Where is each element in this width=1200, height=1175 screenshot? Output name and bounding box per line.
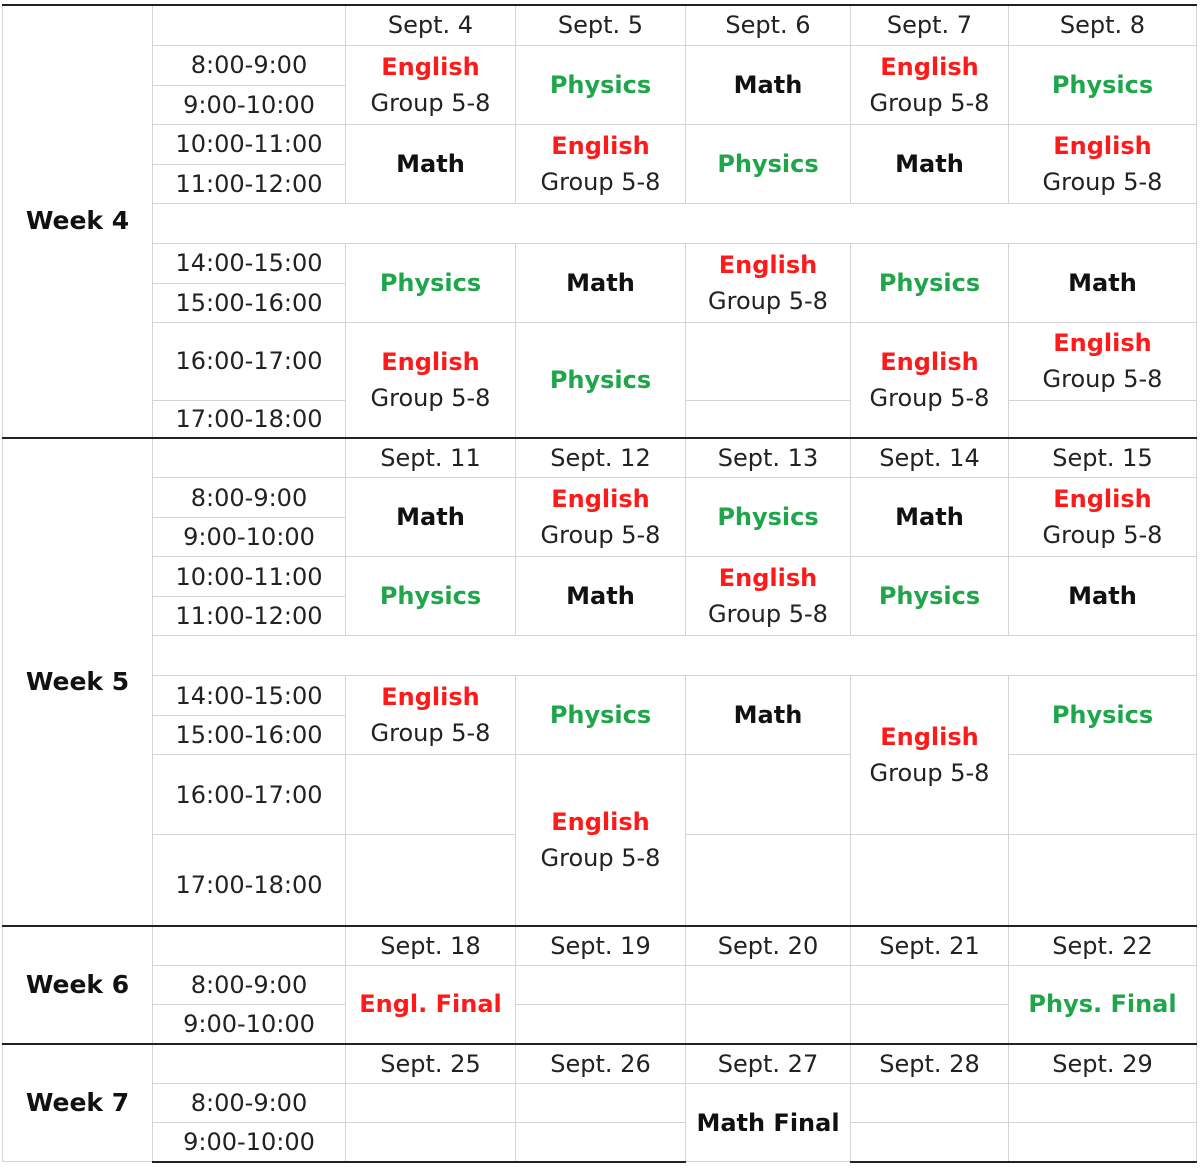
time-header-blank [153,438,346,478]
time-slot: 16:00-17:00 [153,322,346,400]
subject-physics: Physics [549,70,652,99]
class-cell [686,478,851,557]
class-cell [686,124,851,203]
date-header: Sept. 4 [346,5,516,45]
subject-english: English [880,347,979,376]
time-slot: 9:00-10:00 [153,85,346,124]
lunch-break-row [153,636,1197,676]
subject-physics: Physics [379,582,482,610]
group-label: Group 5-8 [869,759,990,787]
subject-physics: Physics [379,268,482,297]
time-slot: 17:00-18:00 [153,835,346,926]
empty-cell [686,322,851,400]
subject-english: English [381,52,480,81]
date-header: Sept. 18 [346,926,516,966]
time-slot: 14:00-15:00 [153,676,346,716]
class-cell [1009,322,1197,400]
empty-cell [516,1005,686,1044]
time-slot: 9:00-10:00 [153,1005,346,1044]
week-label: Week 7 [3,1044,153,1162]
subject-physics: Physics [717,503,819,531]
class-cell [516,755,686,926]
group-label: Group 5-8 [540,521,661,549]
time-slot: 9:00-10:00 [153,518,346,557]
time-slot: 15:00-16:00 [153,716,346,755]
final-exam-cell [1009,966,1197,1044]
week-label: Week 4 [3,5,153,438]
subject-english: English [880,723,979,751]
subject-english: English [1053,131,1152,160]
empty-cell [1009,835,1197,926]
date-header: Sept. 20 [686,926,851,966]
subject-english: English [718,250,818,279]
time-header-blank [153,926,346,966]
empty-cell [516,1084,686,1123]
english-final: Engl. Final [359,990,502,1019]
schedule-table [2,4,1197,1163]
class-cell [1009,676,1197,755]
subject-math: Math [895,149,964,178]
time-slot: 10:00-11:00 [153,124,346,164]
group-label: Group 5-8 [1042,521,1163,549]
date-header: Sept. 12 [516,438,686,478]
subject-physics: Physics [1051,70,1154,99]
empty-cell [851,835,1009,926]
time-header-blank [153,1044,346,1084]
group-label: Group 5-8 [869,383,990,412]
date-header: Sept. 15 [1009,438,1197,478]
class-cell [516,45,686,124]
time-slot: 17:00-18:00 [153,400,346,438]
class-cell [516,676,686,755]
class-cell [686,243,851,322]
time-slot: 11:00-12:00 [153,597,346,636]
class-cell [686,45,851,124]
class-cell [1009,478,1197,557]
empty-cell [686,835,851,926]
subject-physics: Physics [1051,701,1154,729]
empty-cell [1009,755,1197,835]
date-header: Sept. 22 [1009,926,1197,966]
week-label: Week 5 [3,438,153,926]
subject-math: Math [396,149,465,178]
group-label: Group 5-8 [540,843,661,872]
empty-cell [851,1084,1009,1123]
class-cell [516,322,686,438]
date-header: Sept. 21 [851,926,1009,966]
empty-cell [346,755,516,835]
class-cell [1009,243,1197,322]
class-cell [346,557,516,636]
empty-cell [851,1123,1009,1162]
date-header: Sept. 14 [851,438,1009,478]
time-slot: 9:00-10:00 [153,1123,346,1162]
week-label: Week 6 [3,926,153,1044]
class-cell [346,243,516,322]
date-header: Sept. 19 [516,926,686,966]
empty-cell [346,835,516,926]
time-slot: 8:00-9:00 [153,478,346,518]
empty-cell [686,755,851,835]
group-label: Group 5-8 [1042,365,1163,393]
empty-cell [516,966,686,1005]
subject-english: English [551,485,650,513]
time-slot: 14:00-15:00 [153,243,346,283]
class-cell [686,676,851,755]
date-header: Sept. 8 [1009,5,1197,45]
class-cell [851,557,1009,636]
date-header: Sept. 29 [1009,1044,1197,1084]
subject-english: English [551,807,650,836]
class-cell [346,676,516,755]
empty-cell [346,1084,516,1123]
class-cell [346,478,516,557]
class-cell [346,322,516,438]
empty-cell [1009,1084,1197,1123]
subject-english: English [1053,329,1152,357]
subject-physics: Physics [878,268,981,297]
subject-physics: Physics [549,365,652,394]
subject-math: Math [566,268,635,297]
final-exam-cell [346,966,516,1044]
physics-final: Phys. Final [1028,990,1177,1019]
final-exam-cell [686,1084,851,1162]
class-cell [346,45,516,124]
subject-english: English [381,683,480,711]
subject-physics: Physics [717,149,819,178]
subject-math: Math [566,582,635,610]
time-slot: 11:00-12:00 [153,164,346,203]
lunch-break-row [153,203,1197,243]
group-label: Group 5-8 [370,383,491,412]
subject-physics: Physics [549,701,652,729]
empty-cell [851,966,1009,1005]
time-slot: 10:00-11:00 [153,557,346,597]
group-label: Group 5-8 [1042,167,1163,196]
date-header: Sept. 27 [686,1044,851,1084]
subject-math: Math [733,701,803,729]
date-header: Sept. 13 [686,438,851,478]
empty-cell [1009,1123,1197,1162]
time-slot: 16:00-17:00 [153,755,346,835]
time-slot: 8:00-9:00 [153,45,346,85]
subject-english: English [880,52,979,81]
empty-cell [686,1005,851,1044]
group-label: Group 5-8 [370,88,491,117]
time-slot: 15:00-16:00 [153,283,346,322]
empty-cell [851,1005,1009,1044]
date-header: Sept. 7 [851,5,1009,45]
class-cell [1009,124,1197,203]
class-cell [851,45,1009,124]
subject-english: English [551,131,650,160]
class-cell [851,243,1009,322]
group-label: Group 5-8 [370,719,491,747]
empty-cell [686,966,851,1005]
subject-english: English [1053,485,1152,513]
class-cell [1009,45,1197,124]
subject-math: Math [733,70,803,99]
class-cell [516,124,686,203]
math-final: Math Final [696,1108,840,1137]
subject-math: Math [1068,582,1137,610]
subject-math: Math [1068,268,1137,297]
class-cell [686,557,851,636]
date-header: Sept. 5 [516,5,686,45]
empty-cell [1009,400,1197,438]
date-header: Sept. 25 [346,1044,516,1084]
time-slot: 8:00-9:00 [153,1084,346,1123]
group-label: Group 5-8 [540,167,661,196]
date-header: Sept. 11 [346,438,516,478]
date-header: Sept. 26 [516,1044,686,1084]
empty-cell [516,1123,686,1162]
date-header: Sept. 28 [851,1044,1009,1084]
class-cell [346,124,516,203]
class-cell [851,124,1009,203]
class-cell [1009,557,1197,636]
class-cell [516,243,686,322]
subject-math: Math [396,503,465,531]
subject-english: English [381,347,480,376]
time-header-blank [153,5,346,45]
date-header: Sept. 6 [686,5,851,45]
group-label: Group 5-8 [708,286,828,315]
subject-math: Math [895,503,964,531]
class-cell [851,478,1009,557]
subject-physics: Physics [878,582,981,610]
group-label: Group 5-8 [869,88,990,117]
class-cell [851,322,1009,438]
time-slot: 8:00-9:00 [153,966,346,1005]
class-cell [516,557,686,636]
empty-cell [346,1123,516,1162]
class-cell [516,478,686,557]
group-label: Group 5-8 [708,600,828,628]
subject-english: English [718,564,818,592]
class-cell [851,676,1009,835]
empty-cell [686,400,851,438]
